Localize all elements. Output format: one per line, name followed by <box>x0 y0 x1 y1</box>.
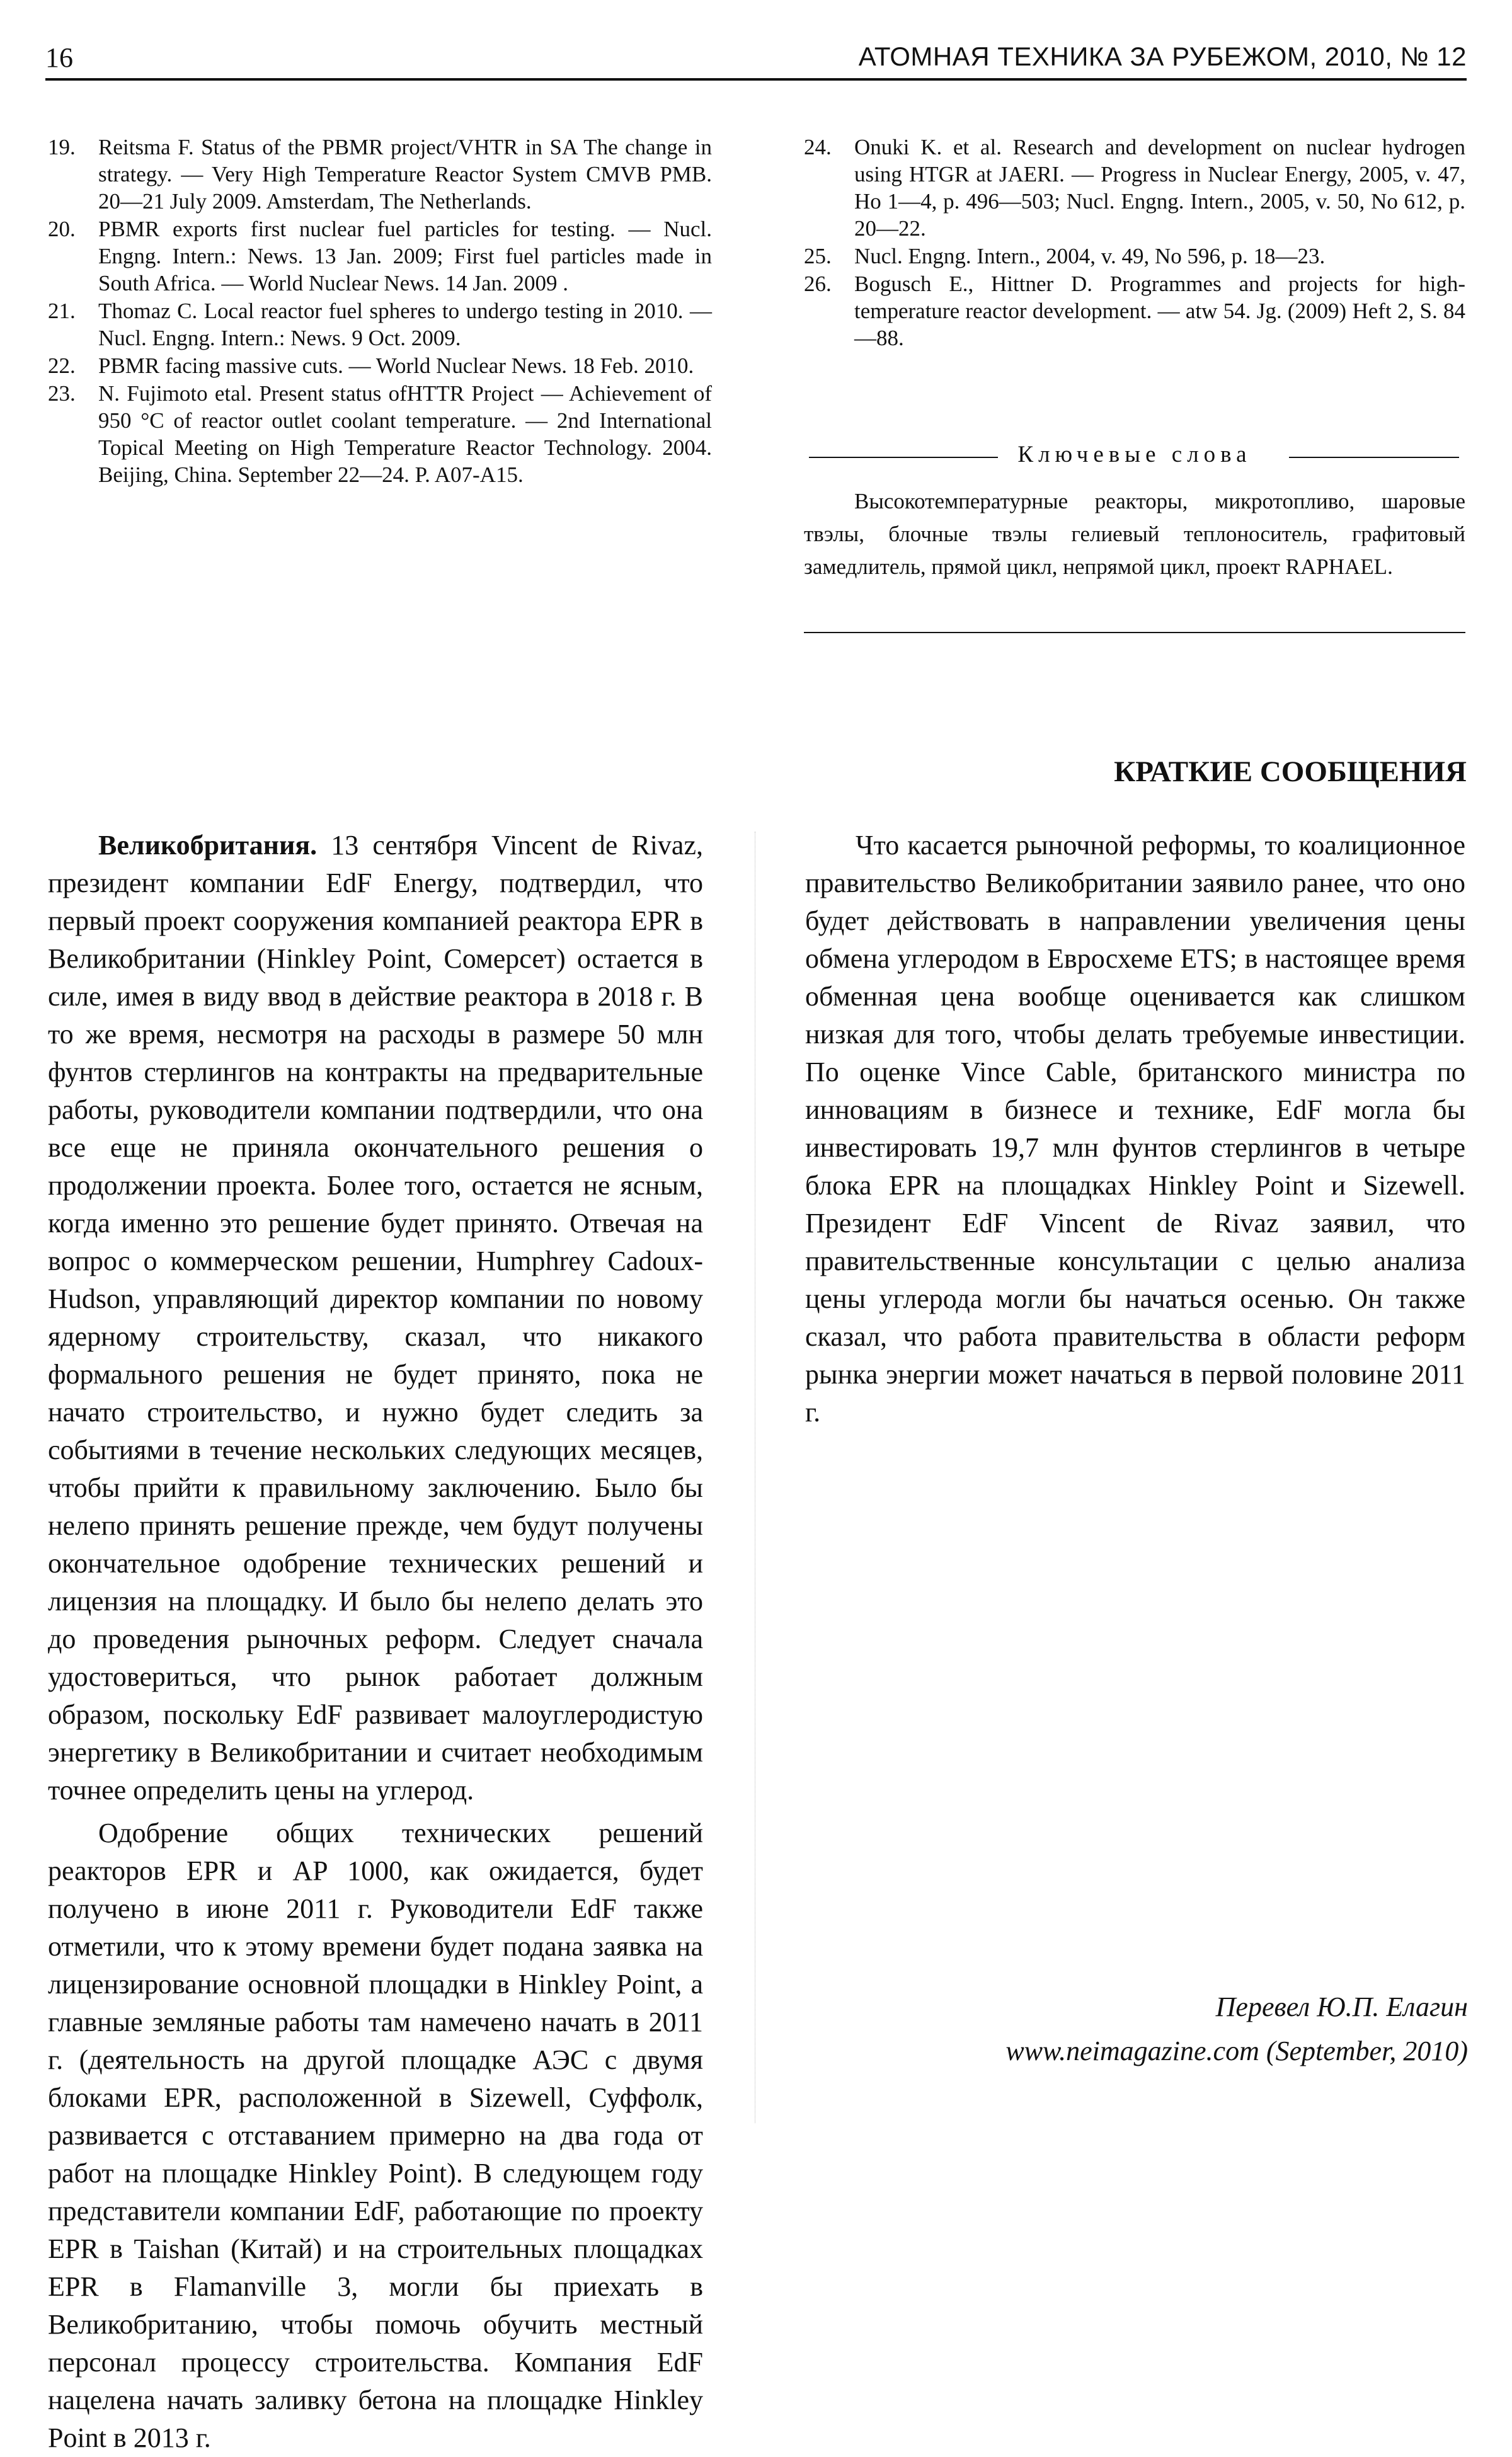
reference-text: Reitsma F. Status of the PBMR project/VHTR in SA The change in strategy. — Very High Temperature Reactor System CMVB PMB. 20—21 July 2009. Amsterdam, The Netherlands. <box>98 135 712 214</box>
reference-item <box>48 215 712 297</box>
reference-number: 23. <box>48 381 76 406</box>
reference-text: Bogusch E., Hittner D. Programmes and projects for high-temperature reactor development. — atw 54. Jg. (2009) Heft 2, S. 84—88. <box>854 272 1465 350</box>
keywords-text: Высокотемпературные реакторы, микротопливо, шаровые твэлы, блочные твэлы гелиевый теплоноситель, графитовый замедлитель, прямой цикл, непрямой цикл, проект RAPHAEL. <box>804 489 1465 579</box>
reference-number: 20. <box>48 217 76 241</box>
article-column-left <box>48 827 703 2457</box>
reference-number: 24. <box>804 135 832 159</box>
article-paragraph-2: Одобрение общих технических решений реакторов EPR и AP 1000, как ожидается, будет получено в июне 2011 г. Руководители EdF также отметили, что к этому времени будет подана заявка на лицензирование основной площадки в Hinkley Point, а главные земляные работы там намечено начать в 2011 г. (деятельность на другой площадке АЭС с двумя блоками EPR, расположенной в Sizewell, Суффолк, развивается с отставанием примерно на два года от работ на площадке Hinkley Point). В следующем году представители компании EdF, работающие по проекту EPR в Taishan (Китай) и на строительных площадках EPR в Flamanville 3, могли бы приехать в Великобританию, чтобы помочь обучить местный персонал процессу строительства. Компания EdF нацелена начать заливку бетона на площадке Hinkley Point в 2013 г. <box>48 1818 703 2453</box>
reference-item <box>804 270 1465 352</box>
reference-number: 19. <box>48 135 76 159</box>
reference-item <box>804 243 1465 270</box>
article-paragraph-3: Что касается рыночной реформы, то коалиционное правительство Великобритании заявило ранее, что оно будет действовать в направлении увеличения цены обмена углеродом в Евросхеме ETS; в настоящее время обменная цена вообще оценивается как слишком низкая для того, чтобы делать требуемые инвестиции. По оценке Vince Cable, британского министра по инновациям в бизнесе и технике, EdF могла бы инвестировать 19,7 млн фунтов стерлингов в четыре блока EPR на площадках Hinkley Point и Sizewell. Президент EdF Vincent de Rivaz заявил, что правительственные консультации с целью анализа цены углерода могли бы начаться осенью. Он также сказал, что работа правительства в области реформ рынка энергии может начаться в первой половине 2011 г. <box>805 830 1465 1428</box>
reference-number: 26. <box>804 272 832 296</box>
reference-number: 21. <box>48 299 76 323</box>
translator-credit: Перевел Ю.П. Елагин <box>1215 1991 1468 2022</box>
reference-item <box>48 297 712 352</box>
references-right <box>804 134 1465 352</box>
article-lead-word: Великобритания. <box>98 830 318 861</box>
references-left <box>48 134 712 489</box>
reference-text: PBMR facing massive cuts. — World Nuclear News. 18 Feb. 2010. <box>98 353 694 378</box>
page-header <box>45 35 1467 81</box>
keywords-rule-right <box>1289 457 1459 458</box>
running-head: АТОМНАЯ ТЕХНИКА ЗА РУБЕЖОМ, 2010, № 12 <box>858 42 1467 71</box>
reference-item <box>804 134 1465 242</box>
reference-item <box>48 380 712 488</box>
keywords-heading <box>804 441 1465 472</box>
reference-text: Nucl. Engng. Intern., 2004, v. 49, No 596, p. 18—23. <box>854 244 1326 268</box>
reference-text: Onuki K. et al. Research and development on nuclear hydrogen using HTGR at JAERI. — Progress in Nuclear Energy, 2005, v. 47, Ho 1—4, p. 496—503; Nucl. Engng. Intern., 2005, v. 50, No 612, p. 20—22. <box>854 135 1465 241</box>
section-title: КРАТКИЕ СООБЩЕНИЯ <box>1114 755 1467 788</box>
reference-item <box>48 134 712 215</box>
page-number: 16 <box>45 42 73 73</box>
reference-number: 25. <box>804 244 832 268</box>
reference-text: N. Fujimoto etal. Present status ofHTTR Project — Achievement of 950 °C of reactor outlet coolant temperature. — 2nd International Topical Meeting on High Temperature Reactor Technology. 2004. Beijing, China. September 22—24. P. A07-A15. <box>98 381 712 487</box>
reference-text: Thomaz C. Local reactor fuel spheres to undergo testing in 2010. — Nucl. Engng. Intern.: News. 9 Oct. 2009. <box>98 299 712 350</box>
article-paragraph-1-text: 13 сентября Vincent de Rivaz, президент компании EdF Energy, подтвердил, что первый проект сооружения компанией реактора EPR в Великобритании (Hinkley Point, Сомерсет) остается в силе, имея в виду ввод в действие реактора в 2018 г. В то же время, несмотря на расходы в размере 50 млн фунтов стерлингов на контракты на предварительные работы, руководители компании подтвердили, что она все еще не приняла окончательного решения о продолжении проекта. Более того, остается не ясным, когда именно это решение будет принято. Отвечая на вопрос о коммерческом решении, Humphrey Cadoux-Hudson, управляющий директор компании по новому ядерному строительству, сказал, что никакого формального решения не будет принято, пока не начато строительство, и нужно будет следить за событиями в течение нескольких следующих месяцев, чтобы прийти к правильному заключению. Было бы нелепо принять решение прежде, чем будут получены окончательное одобрение технических решений и лицензия на площадку. И было бы нелепо делать это до проведения рыночных реформ. Следует сначала удостовериться, что рынок работает должным образом, поскольку EdF развивает малоуглеродистую энергетику в Великобритании и считает необходимым точнее определить цены на углерод. <box>48 830 703 1806</box>
reference-item <box>48 352 712 379</box>
article-paragraph <box>48 827 703 1809</box>
reference-number: 22. <box>48 353 76 378</box>
keywords-title: Ключевые слова <box>1017 442 1252 467</box>
article-column-right <box>805 827 1465 1431</box>
source-credit: www.neimagazine.com (September, 2010) <box>1005 2036 1468 2066</box>
reference-text: PBMR exports first nuclear fuel particles for testing. — Nucl. Engng. Intern.: News. 13 Jan. 2009; First fuel particles made in South Africa. — World Nuclear News. 14 Jan. 2009 . <box>98 217 712 295</box>
keywords-bottom-rule <box>804 632 1465 633</box>
